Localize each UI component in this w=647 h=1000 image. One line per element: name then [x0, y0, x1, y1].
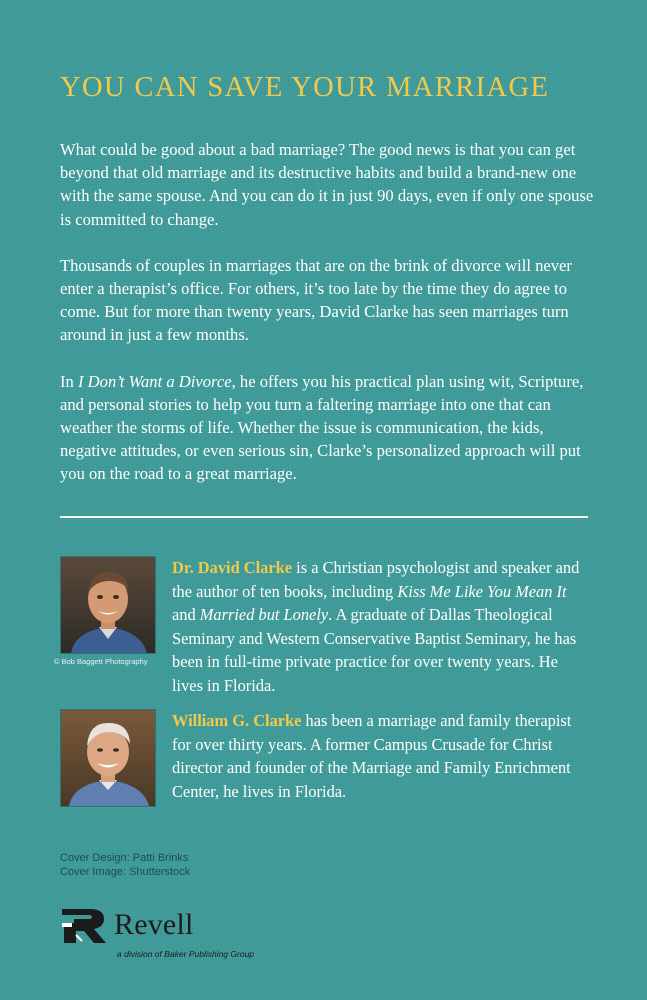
bio-text: and — [172, 605, 200, 624]
blurb-paragraph-3 — [60, 370, 600, 486]
bio-text: has been a marriage and family therapist for over thirty years. A former Campus Crusade for Christ director and founder of the Marriage and Family Enrichment Center, he lives in Florida. — [172, 711, 572, 801]
cover-image-credit: Cover Image: Shutterstock — [60, 866, 191, 878]
divider — [60, 516, 588, 518]
cover-credits — [60, 851, 190, 879]
author-name: William G. Clarke — [172, 711, 302, 730]
blurb-p3-body: , he offers you his practical plan using wit, Scripture, and personal stories to help you turn a faltering marriage into one that can weather the storms of life. Whether the issue is communication, the kids, negative attitudes, or even serious sin, Clarke’s personalized approach will put you on the road to a great marriage. — [60, 371, 584, 484]
photo-credit: © Bob Baggett Photography — [54, 657, 148, 666]
blurb-paragraph-2: Thousands of couples in marriages that are on the brink of divorce will never enter a therapist’s office. For others, it’s too late by the time they do agree to come. But for more than twenty years, David Clarke has seen marriages turn around in just a few months. — [60, 255, 572, 345]
author-photo-david — [60, 556, 156, 654]
publisher-name: Revell — [114, 908, 194, 941]
headline: YOU CAN SAVE YOUR MARRIAGE — [60, 72, 550, 103]
cover-design-credit: Cover Design: Patti Brinks — [60, 852, 189, 864]
publisher-tagline: a division of Baker Publishing Group — [117, 949, 255, 959]
author-bio-david — [172, 556, 592, 697]
bio-text: . A graduate of Dallas Theological Seminary and Western Conservative Baptist Seminary, he has been in full-time private practice for over twenty years. He lives in Florida. — [172, 605, 577, 695]
blurb-p3-intro: In — [60, 371, 78, 391]
author-bio-william — [172, 709, 592, 803]
blurb — [60, 138, 600, 486]
book-title: Married but Lonely — [199, 605, 329, 624]
blurb-paragraph-1: What could be good about a bad marriage? The good news is that you can get beyond that old marriage and its destructive habits and build a brand-new one with the same spouse. And you can do it in just 90 days, even if only one spouse is committed to change. — [60, 140, 594, 229]
author-name: Dr. David Clarke — [172, 558, 293, 577]
book-title: I Don’t Want a Divorce — [77, 371, 232, 391]
bio-text: is a Christian psychologist and speaker and the author of ten books, including — [172, 558, 580, 601]
revell-logo-icon — [60, 905, 110, 945]
author-photo-william — [60, 709, 156, 807]
book-title: Kiss Me Like You Mean It — [397, 581, 567, 601]
